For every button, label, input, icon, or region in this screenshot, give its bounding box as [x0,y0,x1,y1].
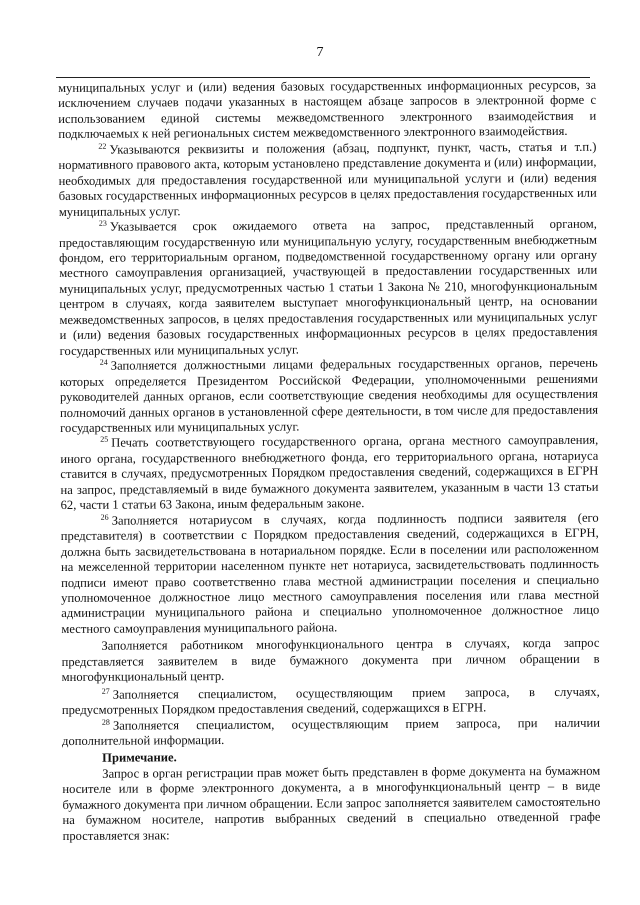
footnote-number: 28 [101,717,110,727]
footnote-text: Заполняется должностными лицами федеральных государственных органов, перечень которых определяется Президентом Российской Федерации, уполномоченными решениями руководителей данных органов, если соответствующие сведения необходимы для осуществления полномочий данных органов в установленной сфере деятельности, в том числе для предоставления государственных или муниципальных услуг. [59,355,599,435]
footnote-number: 26 [100,512,109,522]
footnote-27 [62,684,600,718]
footnote-text: муниципальных услуг и (или) ведения базовых государственных информационных ресурсов, за исключением случаев подачи указанных в настоящем абзаце запросов в электронной форме с использованием единой системы межведомственного электронного взаимодействия и подключаемых к ней региональных систем межведомственного электронного взаимодействия. [58,77,597,142]
footnote-number: 23 [98,218,107,228]
footnote-number: 25 [100,435,109,445]
footnote-text: Печать соответствующего государственного органа, органа местного самоуправления, иного органа, государственного внебюджетного фонда, его территориального органа, нотариуса ставится в случаях, предусмотренных Порядком предоставления сведений, содержащихся в ЕГРН на запрос, представляемый в виде бумажного документа заявителем, указанным в части 13 статьи 62, части 1 статьи 63 Закона, иным федеральным законе. [60,433,599,513]
footnote-text: Заполняется специалистом, осуществляющим прием запроса, в случаях, предусмотренных Порядком предоставления сведений, содержащихся в ЕГРН. [61,684,600,718]
footnote-number: 27 [101,686,110,696]
footnote-26-continued [61,636,599,686]
note-text: Запрос в орган регистрации прав может быть представлен в форме документа на бумажном носителе или в форме электронного документа, а в многофункциональный центр – в виде бумажного документа при личном обращении. Если запрос заполняется заявителем самостоятельно на бумажном носителе, напротив выбранных сведений в специально отведенной графе проставляется знак: [62,763,601,843]
footnote-25 [60,433,598,514]
page-number: 7 [316,45,324,60]
footnote-text: Заполняется нотариусом в случаях, когда подлинность подписи заявителя (его представителя) в соответствии с Порядком предоставления сведений, содержащихся в ЕГРН, должна быть засвидетельствована в нотариальном порядке. Если в поселении или расположенном на межселенной территории населенном пункте нет нотариуса, засвидетельствовать подлинность подписи имеют право соответственно глава местной администрации поселения и специально уполномоченное должностное лицо местного самоуправления поселения или глава местной администрации муниципального района и специально уполномоченное должностное лицо местного самоуправления муниципального района. [60,510,600,636]
footnote-text: Заполняется специалистом, осуществляющим прием запроса, при наличии дополнительной информации. [61,715,600,749]
footnote-continuation [58,78,596,143]
footnotes-body [58,78,601,844]
footnote-24 [60,356,598,437]
footnote-23 [59,217,598,359]
footnote-text: Указываются реквизиты и положения (абзац, подпункт, пункт, часть, статья и т.п.) нормативного правового акта, которым установлено представление документа и (или) информации, необходимых для предоставления государственной или муниципальной услуги и (или) ведения базовых государственных информационных ресурсов в целях предоставления государственных или муниципальных услуг. [58,139,597,219]
footnote-text: Указывается срок ожидаемого ответа на запрос, представленный органом, предоставляющим государственную или муниципальную услугу, государственным внебюджетным фондом, его территориальным органом, подведомственной государственному органу или органу местного самоуправления организацией, участвующей в предоставлении государственных или муниципальных услуг, предусмотренных частью 1 статьи 1 Закона № 210, многофункциональным центром в случаях, когда заявителем выступает многофункциональный центр, на основании межведомственных запросов, в целях предоставления государственных или муниципальных услуг и (или) ведения базовых государственных информационных ресурсов в целях предоставления государственных или муниципальных услуг. [58,216,598,358]
footnote-26 [61,510,600,637]
footnote-number: 24 [99,357,108,367]
footnote-text: Заполняется работником многофункционального центра в случаях, когда запрос представляется заявителем в виде бумажного документа при личном обращении в многофункциональный центр. [61,636,600,685]
footnote-28 [62,715,600,749]
footnote-number: 22 [98,141,107,151]
note-heading: Примечание. [102,750,177,766]
footnote-22 [58,140,596,221]
